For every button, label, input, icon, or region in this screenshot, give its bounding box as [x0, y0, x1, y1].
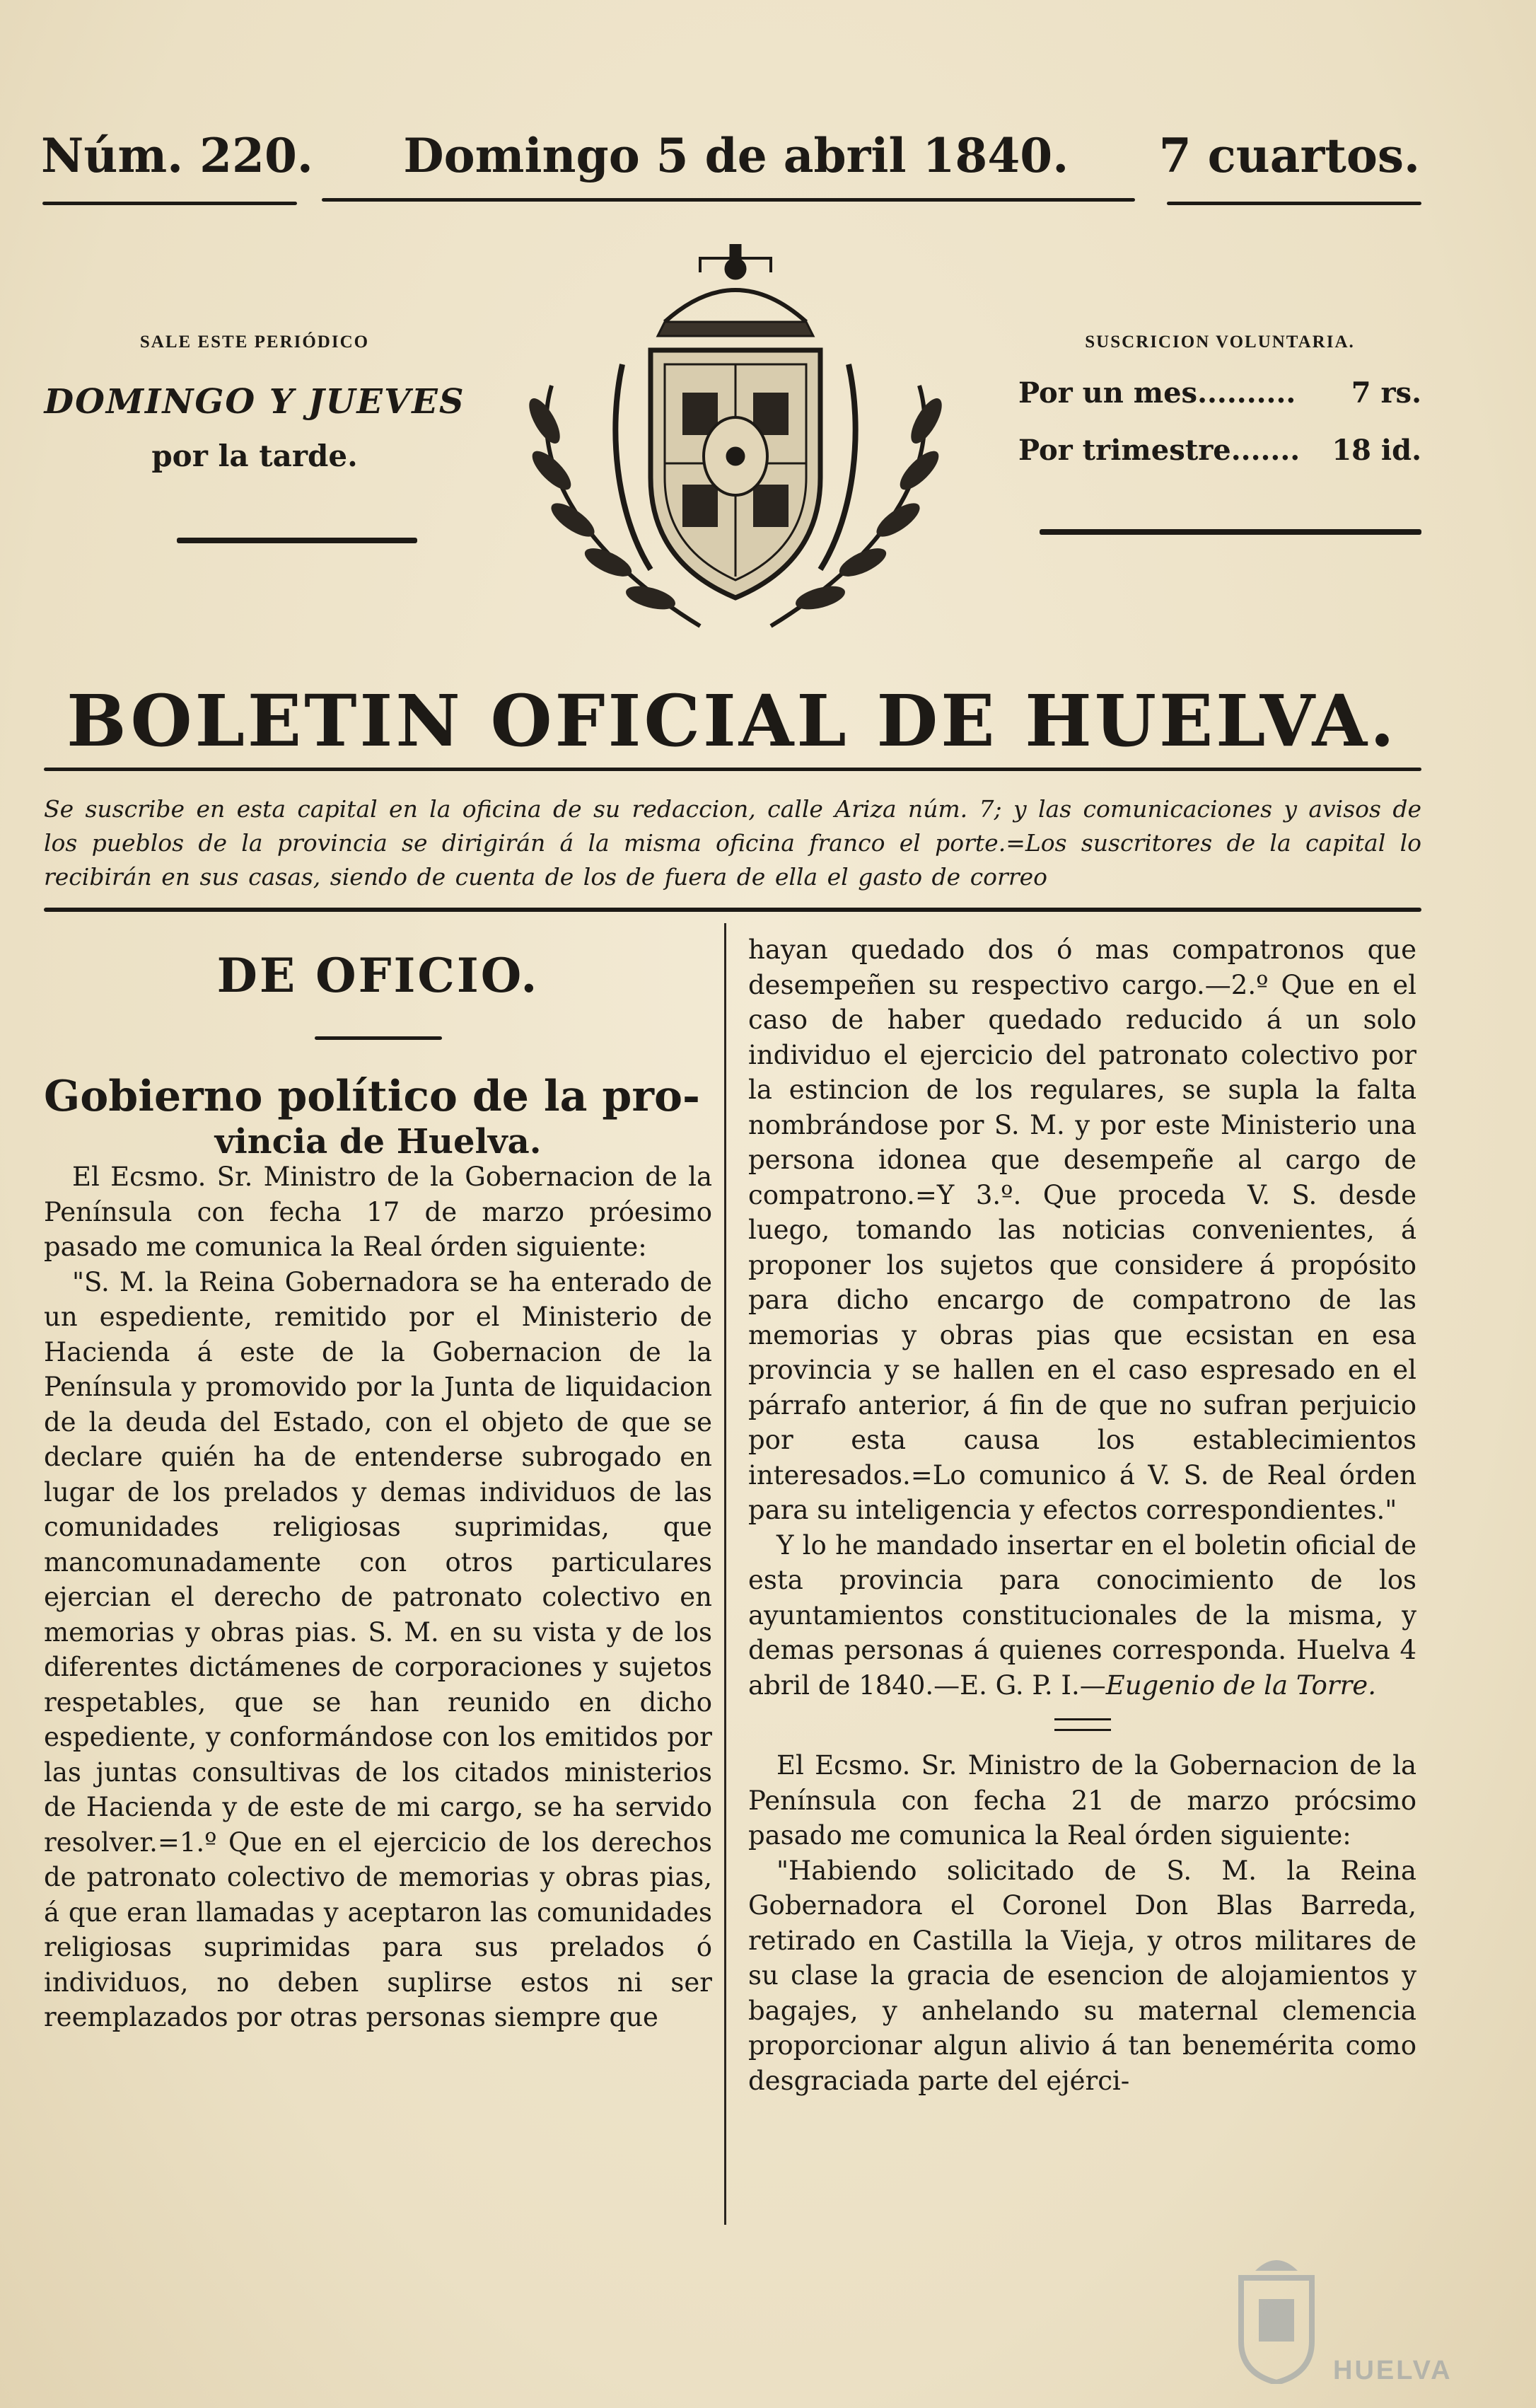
- ayuntamiento-watermark: [1234, 2250, 1489, 2391]
- header-rule-center: [322, 198, 1135, 202]
- article-paragraph: El Ecsmo. Sr. Ministro de la Gobernacion de la Península con fecha 21 de marzo prócsimo pasado me comunica la Real órden siguiente:: [748, 1750, 1416, 1851]
- notice-rule: [44, 908, 1421, 912]
- issue-price: 7 cuartos.: [1158, 128, 1420, 183]
- article-title: Gobierno político de la pro-: [44, 1071, 700, 1121]
- article-paragraph: El Ecsmo. Sr. Ministro de la Gobernacion de la Península con fecha 17 de marzo próesimo pasado me comunica la Real órden siguiente:: [44, 1162, 712, 1262]
- article-paragraph: "S. M. la Reina Gobernadora se ha enterado de un espediente, remitido por el Ministerio de Hacienda á este de la Gobernacion de la Península y promovido por la Junta de liquidacion de la deuda del Estado, con el objeto de que se declare quién ha de entenderse subrogado en lugar de los prelados y demas individuos de las comunidades religiosas suprimidas, que mancomunadamente con otros particulares ejercian el derecho de patronato colectivo en memorias y obras pias. S. M. en su vista y de los diferentes dictámenes de corporaciones y sujetos respetables, que se han reunido en dicho espediente, y conformándose con los emitidos por las juntas consultivas de los citados ministerios de Hacienda y de este de mi cargo, se ha servido resolver.=1.º Que en el ejercicio de los derechos de patronato colectivo de memorias y obras pias, á que eran llamadas y aceptaron las comunidades religiosas suprimidas para sus prelados ó individuos, no deben suplirse estos ni ser reemplazados por otras personas siempre que: [44, 1266, 712, 2032]
- price-monthly-value: 7 rs.: [1351, 376, 1421, 410]
- article-subtitle: vincia de Huelva.: [214, 1121, 542, 1162]
- article-paragraph: [748, 1528, 1416, 1703]
- subscription-box: [1018, 332, 1421, 467]
- royal-coat-of-arms: [488, 244, 983, 640]
- schedule-label: SALE ESTE PERIÓDICO: [139, 332, 370, 352]
- price-monthly-label: Por un mes..........: [1018, 376, 1296, 410]
- section-separator: [315, 1036, 442, 1040]
- subscription-rule: [1040, 529, 1421, 535]
- issue-number: Núm. 220.: [41, 128, 313, 183]
- schedule-rule: [177, 538, 417, 543]
- article-paragraph: "Habiendo solicitado de S. M. la Reina Gobernadora el Coronel Don Blas Barreda, retirado en Castilla la Vieja, y otros militares de su clase la gracia de esencion de alojamientos y bagajes, y anhelando su maternal clemencia proporcionar algun alivio á tan benemérita como desgraciada parte del ejérci-: [748, 1855, 1416, 2096]
- header-rule-right: [1167, 202, 1421, 205]
- article-paragraph: hayan quedado dos ó mas compatronos que desempeñen su respectivo cargo.—2.º Que en el caso de haber quedado reducido á un solo individuo el ejercicio del patronato colectivo por la estincion de los regulares, se supla la falta nombrándose por S. M. y por este Ministerio una persona idonea que desempeñe al cargo de compatrono.=Y 3.º. Que proceda V. S. desde luego, tomando las noticias convenientes, á proponer los sujetos que considere á propósito para dicho encargo de compatrono de las memorias y obras pias que ecsistan en esa provincia y se hallen en el caso espresado en el párrafo anterior, á fin de que no sufran perjuicio por esta causa los establecimientos interesados.=Lo comunico á V. S. de Real órden para su inteligencia y efectos correspondientes.": [748, 934, 1416, 1525]
- schedule-time: por la tarde.: [151, 439, 358, 473]
- price-quarterly: [1018, 434, 1421, 467]
- masthead-title: BOLETIN OFICIAL DE HUELVA.: [66, 679, 1397, 763]
- price-quarterly-value: 18 id.: [1332, 434, 1421, 467]
- subscription-title: SUSCRICION VOLUNTARIA.: [1085, 332, 1355, 352]
- column-divider: [724, 923, 726, 2225]
- issue-header: [41, 120, 1420, 191]
- city-shield-icon: [1234, 2250, 1319, 2384]
- article-separator: [1054, 1718, 1111, 1731]
- issue-date: Domingo 5 de abril 1840.: [403, 128, 1069, 183]
- left-column: [44, 923, 712, 2035]
- schedule-days: DOMINGO Y JUEVES: [44, 382, 465, 422]
- publication-schedule: [42, 332, 467, 473]
- right-column: [748, 932, 1416, 2098]
- watermark-text: HUELVA: [1333, 2356, 1453, 2385]
- price-quarterly-label: Por trimestre.......: [1018, 434, 1301, 467]
- header-rule-left: [42, 202, 297, 205]
- subscription-notice: Se suscribe en esta capital en la oficina de su redaccion, calle Ariza núm. 7; y las comunicaciones y avisos de los pueblos de la provincia se dirigirán á la misma oficina franco el porte.=Los suscritores de la capital lo recibirán en sus casas, siendo de cuenta de los de fuera de ella el gasto de correo: [44, 795, 1421, 891]
- section-heading: DE OFICIO.: [216, 948, 540, 1003]
- masthead-rule: [44, 768, 1421, 771]
- closing-text: Y lo he mandado insertar en el boletin oficial de esta provincia para conocimiento de los ayuntamientos constitucionales de la misma, y demas personas á quienes corresponda. Huelva 4 abril de 1840.—E. G. P. I.—: [748, 1529, 1416, 1701]
- price-monthly: [1018, 376, 1421, 410]
- signature: Eugenio de la Torre.: [1105, 1669, 1376, 1701]
